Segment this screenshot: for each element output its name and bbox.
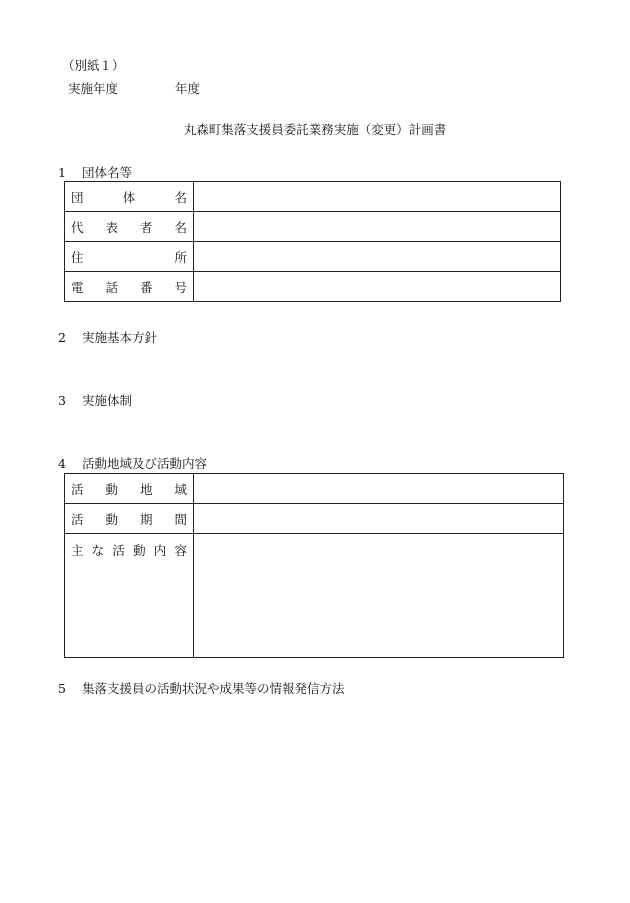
label-char: 団 bbox=[71, 189, 84, 205]
section-1-heading bbox=[58, 167, 132, 180]
label-char: 域 bbox=[174, 481, 187, 497]
label-main-activities bbox=[65, 534, 194, 658]
section-4-number: 4 bbox=[58, 456, 66, 471]
table-row bbox=[65, 534, 564, 658]
label-activity-area bbox=[65, 474, 194, 504]
table-row bbox=[65, 242, 561, 272]
label-char: 動 bbox=[105, 481, 118, 497]
fiscal-year-label: 実施年度 bbox=[68, 81, 119, 96]
phone-number-field[interactable] bbox=[194, 272, 561, 302]
label-char: 動 bbox=[105, 511, 118, 527]
label-char: 期 bbox=[139, 511, 153, 527]
org-name-field[interactable] bbox=[194, 182, 561, 212]
address-field[interactable] bbox=[194, 242, 561, 272]
document-title: 丸森町集落支援員委託業務実施（変更）計画書 bbox=[183, 122, 447, 137]
section-1-number: 1 bbox=[58, 165, 66, 180]
label-char: 活 bbox=[112, 543, 125, 558]
table-row bbox=[65, 504, 564, 534]
table-row bbox=[65, 272, 561, 302]
activity-table bbox=[64, 473, 564, 658]
section-1-title: 団体名等 bbox=[82, 165, 133, 180]
label-char: 話 bbox=[105, 279, 118, 295]
label-char: 活 bbox=[71, 511, 84, 527]
section-2-title: 実施基本方針 bbox=[82, 330, 158, 345]
label-char: 活 bbox=[71, 481, 84, 497]
representative-name-field[interactable] bbox=[194, 212, 561, 242]
label-address bbox=[65, 242, 194, 272]
label-char: 号 bbox=[174, 279, 187, 295]
label-char: 内 bbox=[153, 543, 167, 558]
section-4-heading bbox=[58, 458, 207, 471]
label-char: 代 bbox=[71, 219, 84, 235]
main-activities-field[interactable] bbox=[194, 534, 564, 658]
label-char: な bbox=[91, 543, 105, 558]
label-char: 間 bbox=[174, 511, 187, 527]
organization-info-table bbox=[64, 181, 561, 302]
section-3-heading bbox=[58, 395, 132, 408]
section-4-title: 活動地域及び活動内容 bbox=[82, 456, 208, 471]
section-3-number: 3 bbox=[58, 393, 66, 408]
label-char: 体 bbox=[122, 189, 136, 205]
label-char: 地 bbox=[139, 481, 153, 497]
table-row bbox=[65, 474, 564, 504]
label-char: 所 bbox=[174, 249, 187, 265]
label-char: 電 bbox=[71, 279, 84, 295]
label-activity-period bbox=[65, 504, 194, 534]
label-char: 住 bbox=[71, 249, 84, 265]
fiscal-year-suffix: 年度 bbox=[175, 81, 201, 96]
label-char: 容 bbox=[174, 543, 187, 558]
section-5-title: 集落支援員の活動状況や成果等の情報発信方法 bbox=[82, 681, 345, 696]
attachment-label: （別紙１） bbox=[62, 58, 125, 73]
section-3-title: 実施体制 bbox=[82, 393, 133, 408]
section-2-number: 2 bbox=[58, 330, 66, 345]
section-5-heading bbox=[58, 683, 345, 696]
activity-period-field[interactable] bbox=[194, 504, 564, 534]
label-char: 名 bbox=[174, 219, 187, 235]
label-phone-number bbox=[65, 272, 194, 302]
label-org-name bbox=[65, 182, 194, 212]
table-row bbox=[65, 212, 561, 242]
label-char: 番 bbox=[139, 279, 153, 295]
activity-area-field[interactable] bbox=[194, 474, 564, 504]
label-char: 表 bbox=[105, 219, 118, 235]
section-5-number: 5 bbox=[58, 681, 66, 696]
section-2-heading bbox=[58, 332, 157, 345]
label-char: 者 bbox=[139, 219, 153, 235]
label-char: 主 bbox=[71, 543, 84, 558]
table-row bbox=[65, 182, 561, 212]
label-representative-name bbox=[65, 212, 194, 242]
label-char: 動 bbox=[133, 543, 146, 558]
label-char: 名 bbox=[174, 189, 187, 205]
